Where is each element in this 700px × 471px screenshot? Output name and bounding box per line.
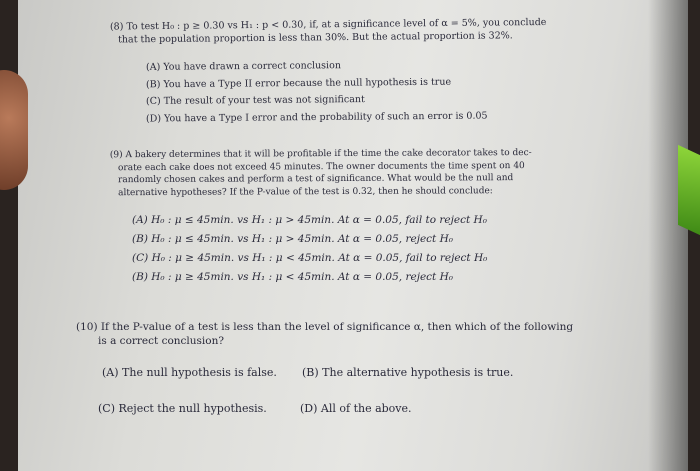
question-9-line-4: alternative hypotheses? If the P-value of the test is 0.32, then he should conclude:	[118, 185, 493, 198]
question-8-line-1: (8) To test H₀ : p ≥ 0.30 vs H₁ : p < 0.30, if, at a significance level of α = 5%, you conclude	[109, 16, 547, 33]
question-9	[110, 147, 580, 199]
question-9-line-2: orate each cake does not exceed 45 minutes. The owner documents the time spent on 40	[117, 160, 525, 173]
question-9-option-b: (B) H₀ : μ ≤ 45min. vs H₁ : μ > 45min. At α = 0.05, reject H₀	[132, 233, 453, 245]
question-10	[76, 320, 596, 348]
question-10-option-b: (B) The alternative hypothesis is true.	[302, 366, 514, 379]
question-8-option-a: (A) You have drawn a correct conclusion	[145, 60, 341, 73]
question-8-option-d: (D) You have a Type I error and the probability of such an error is 0.05	[145, 110, 488, 125]
paper-sheet	[18, 0, 688, 471]
question-10-option-a: (A) The null hypothesis is false.	[102, 366, 277, 379]
question-8	[110, 15, 590, 46]
question-10-option-c: (C) Reject the null hypothesis.	[98, 402, 267, 415]
question-9-line-3: randomly chosen cakes and perform a test of significance. What would be the null and	[118, 173, 514, 186]
question-10-option-d: (D) All of the above.	[300, 402, 412, 415]
question-9-line-1: (9) A bakery determines that it will be profitable if the time the cake decorator takes to dec-	[109, 148, 532, 161]
question-10-line-1: (10) If the P-value of a test is less than the level of significance α, then which of the following	[76, 321, 574, 333]
question-9-option-a: (A) H₀ : μ ≤ 45min. vs H₁ : μ > 45min. At α = 0.05, fail to reject H₀	[132, 214, 487, 226]
question-9-option-c: (C) H₀ : μ ≥ 45min. vs H₁ : μ < 45min. At α = 0.05, fail to reject H₀	[132, 252, 488, 264]
question-8-option-b: (B) You have a Type II error because the null hypothesis is true	[145, 76, 452, 91]
question-10-line-2: is a correct conclusion?	[98, 335, 224, 347]
question-8-line-2: that the population proportion is less than 30%. But the actual proportion is 32%.	[118, 30, 513, 46]
page-shadow	[648, 0, 688, 471]
finger-photo-edge	[0, 70, 28, 190]
question-8-option-c: (C) The result of your test was not significant	[145, 94, 365, 107]
green-object-edge	[678, 145, 700, 235]
question-9-option-d: (B) H₀ : μ ≥ 45min. vs H₁ : μ < 45min. At α = 0.05, reject H₀	[132, 271, 453, 283]
